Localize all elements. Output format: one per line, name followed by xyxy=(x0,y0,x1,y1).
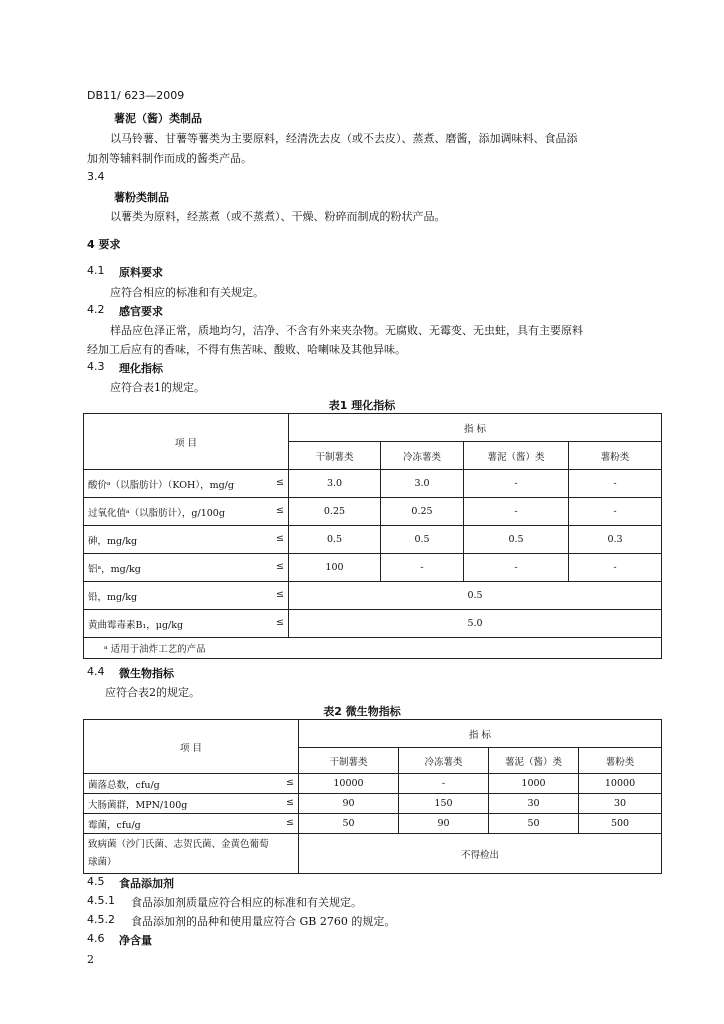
less-equal-symbol: ≤ xyxy=(276,588,284,600)
table1-footnote: ᵃ 适用于油炸工艺的产品 xyxy=(84,638,662,659)
table-cell: - xyxy=(464,554,569,582)
table1-item-label: 黄曲霉毒素B₁，μg/kg xyxy=(88,619,184,631)
table1-item-label: 铅，mg/kg xyxy=(88,591,138,603)
table2-col-header: 薯粉类 xyxy=(579,748,662,774)
table-cell: 30 xyxy=(579,794,662,814)
table-cell: - xyxy=(569,554,662,582)
section-4-5-number: 4.5 xyxy=(87,875,105,888)
table1-index-header: 指 标 xyxy=(289,414,662,442)
document-id: DB11/ 623—2009 xyxy=(87,89,185,102)
table-row xyxy=(84,582,662,610)
table-row xyxy=(84,526,662,554)
table-cell: 150 xyxy=(399,794,489,814)
table-row xyxy=(84,554,662,582)
less-equal-symbol: ≤ xyxy=(286,776,294,788)
section-4-5-title: 食品添加剂 xyxy=(119,877,174,890)
section-4-5-1-body: 食品添加剂质量应符合相应的标准和有关规定。 xyxy=(131,896,362,909)
section-4-1-body: 应符合相应的标准和有关规定。 xyxy=(110,286,264,299)
table-row xyxy=(84,470,662,498)
section-4-3-title: 理化指标 xyxy=(119,362,163,375)
table1-item-label: 砷，mg/kg xyxy=(88,535,138,547)
section-3-3-title: 薯泥（酱）类制品 xyxy=(114,112,202,125)
table-row xyxy=(84,814,662,834)
less-equal-symbol: ≤ xyxy=(276,616,284,628)
table-row xyxy=(84,774,662,794)
section-4-5-2-body: 食品添加剂的品种和使用量应符合 GB 2760 的规定。 xyxy=(131,915,396,928)
table2-item-label: 霉菌，cfu/g xyxy=(88,819,141,831)
table-row xyxy=(84,498,662,526)
table2-col-header: 冷冻薯类 xyxy=(399,748,489,774)
section-4-4-body: 应符合表2的规定。 xyxy=(105,686,200,699)
section-3-4-body: 以薯类为原料，经蒸煮（或不蒸煮）、干燥、粉碎而制成的粉状产品。 xyxy=(110,210,446,223)
section-4-2-body-line1: 样品应色泽正常，质地均匀，洁净、不含有外来夹杂物。无腐败、无霉变、无虫蛀，具有主要原料 xyxy=(110,324,583,337)
section-4-5-2-number: 4.5.2 xyxy=(87,913,115,926)
table1-col-header: 干制薯类 xyxy=(289,442,381,470)
table2-col-header: 干制薯类 xyxy=(299,748,399,774)
table1-col-header: 薯泥（酱）类 xyxy=(464,442,569,470)
table-cell: 50 xyxy=(489,814,579,834)
less-equal-symbol: ≤ xyxy=(286,796,294,808)
table-cell: 0.5 xyxy=(289,526,381,554)
table-cell: - xyxy=(569,470,662,498)
table-cell: - xyxy=(399,774,489,794)
section-4-3-body: 应符合表1的规定。 xyxy=(110,381,205,394)
section-3-3-body-line2: 加剂等辅料制作而成的酱类产品。 xyxy=(87,152,252,165)
section-4-1-number: 4.1 xyxy=(87,264,105,277)
table-cell: - xyxy=(381,554,464,582)
table1-item-label: 铝ᵃ，mg/kg xyxy=(88,563,141,575)
table-cell: 0.5 xyxy=(381,526,464,554)
table-cell: 90 xyxy=(299,794,399,814)
table1-col-header: 薯粉类 xyxy=(569,442,662,470)
table-cell: 100 xyxy=(289,554,381,582)
table-row xyxy=(84,610,662,638)
less-equal-symbol: ≤ xyxy=(276,560,284,572)
table-cell: 30 xyxy=(489,794,579,814)
less-equal-symbol: ≤ xyxy=(286,816,294,828)
table1-item-label: 酸价ᵃ（以脂肪计）（KOH），mg/g xyxy=(88,479,234,491)
table1-col-header: 冷冻薯类 xyxy=(381,442,464,470)
section-3-3-body-line1: 以马铃薯、甘薯等薯类为主要原料，经清洗去皮（或不去皮）、蒸煮、磨酱，添加调味料、食品添 xyxy=(110,132,578,145)
table-cell: 500 xyxy=(579,814,662,834)
table1-item-label: 过氧化值ᵃ（以脂肪计），g/100g xyxy=(88,507,225,519)
page-number: 2 xyxy=(87,953,94,966)
table-cell: 5.0 xyxy=(289,610,662,638)
table2-col-header: 薯泥（酱）类 xyxy=(489,748,579,774)
table-cell: 50 xyxy=(299,814,399,834)
table-cell: - xyxy=(569,498,662,526)
table-cell: 90 xyxy=(399,814,489,834)
table1-item-header: 项 目 xyxy=(84,414,289,470)
table-cell: 3.0 xyxy=(381,470,464,498)
table2-pathogen-label-line2: 球菌） xyxy=(88,856,117,868)
table1-caption: 表1 理化指标 xyxy=(328,399,396,412)
section-4-6-number: 4.6 xyxy=(87,932,105,945)
less-equal-symbol: ≤ xyxy=(276,532,284,544)
table-cell: - xyxy=(464,498,569,526)
section-4-1-title: 原料要求 xyxy=(119,266,163,279)
section-4-2-title: 感官要求 xyxy=(119,305,163,318)
section-4-3-number: 4.3 xyxy=(87,360,105,373)
table2-pathogen-label-line1: 致病菌（沙门氏菌、志贺氏菌、金黄色葡萄 xyxy=(88,838,269,850)
table2-item-label: 菌落总数，cfu/g xyxy=(88,779,160,791)
less-equal-symbol: ≤ xyxy=(276,504,284,516)
table-cell: 10000 xyxy=(579,774,662,794)
table-cell: 不得检出 xyxy=(299,834,662,874)
table2-item-header: 项 目 xyxy=(84,720,299,774)
table-cell: 0.5 xyxy=(289,582,662,610)
table2-caption: 表2 微生物指标 xyxy=(323,705,401,718)
section-4-6-title: 净含量 xyxy=(119,934,152,947)
table-cell: 0.25 xyxy=(289,498,381,526)
section-4-2-body-line2: 经加工后应有的香味，不得有焦苦味、酸败、哈喇味及其他异味。 xyxy=(87,343,406,356)
table-cell: - xyxy=(464,470,569,498)
table1 xyxy=(83,413,662,659)
section-4-4-title: 微生物指标 xyxy=(119,667,174,680)
section-4-title: 4 要求 xyxy=(87,238,121,251)
table-cell: 3.0 xyxy=(289,470,381,498)
section-4-4-number: 4.4 xyxy=(87,665,105,678)
table-cell: 1000 xyxy=(489,774,579,794)
table-row xyxy=(84,834,662,874)
section-4-2-number: 4.2 xyxy=(87,303,105,316)
table-cell: 0.25 xyxy=(381,498,464,526)
table2-item-label: 大肠菌群，MPN/100g xyxy=(88,799,188,811)
table-cell: 0.5 xyxy=(464,526,569,554)
section-3-4-title: 薯粉类制品 xyxy=(114,191,169,204)
table2-index-header: 指 标 xyxy=(299,720,662,748)
table-cell: 10000 xyxy=(299,774,399,794)
section-3-4-number: 3.4 xyxy=(87,170,105,183)
table-cell: 0.3 xyxy=(569,526,662,554)
less-equal-symbol: ≤ xyxy=(276,476,284,488)
table2 xyxy=(83,719,662,874)
table-row xyxy=(84,794,662,814)
section-4-5-1-number: 4.5.1 xyxy=(87,894,115,907)
